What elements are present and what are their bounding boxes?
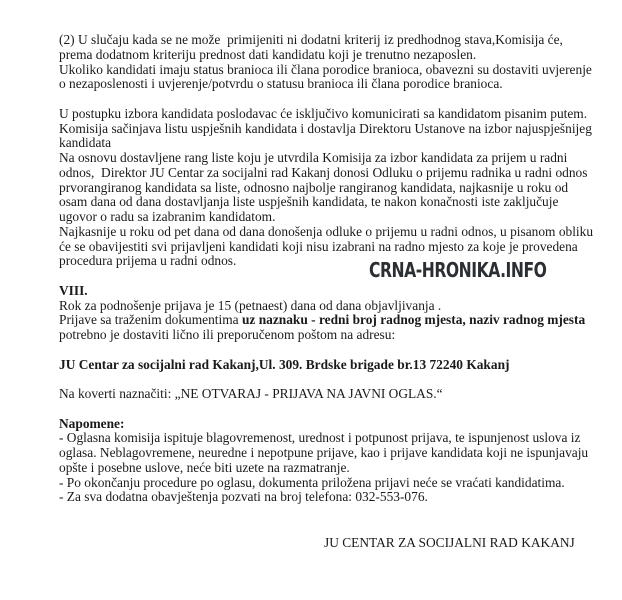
submission-text-bold: uz naznaku - redni broj radnog mjesta, naziv radnog mjesta bbox=[241, 312, 586, 328]
note-line: - Za sva dodatna obavještenja pozvati na broj telefona: 032-553-076. bbox=[59, 489, 428, 505]
section-viii bbox=[59, 284, 599, 402]
text-line: će se obavijestiti svi prijavljeni kandidati koji nisu izabrani na radno mjesto za koje je provedena bbox=[59, 238, 578, 254]
text-line: U postupku izbora kandidata poslodavac će isključivo komunicirati sa kandidatom pisanim putem. bbox=[59, 105, 588, 121]
paragraph-additional-criterion bbox=[59, 33, 599, 92]
signature: JU CENTAR ZA SOCIJALNI RAD KAKANJ bbox=[324, 535, 575, 550]
note-line: - Oglasna komisija ispituje blagovremenost, urednost i potpunost prijava, te ispunjenost uslova iz bbox=[59, 430, 581, 446]
watermark-logo: CRNA-HRONIKA.INFO bbox=[369, 258, 547, 282]
text-line: procedura prijema u radni odnos. bbox=[59, 253, 237, 269]
deadline-text: Rok za podnošenje prijava je 15 (petnaest) dana od dana objavljivanja . bbox=[59, 297, 442, 313]
envelope-note: Na koverti naznačiti: „NE OTVARAJ - PRIJAVA NA JAVNI OGLAS.“ bbox=[59, 386, 443, 401]
notes-heading: Napomene: bbox=[59, 415, 125, 431]
delivery-text: potrebno je dostaviti lično ili preporučenom poštom na adresu: bbox=[59, 327, 396, 342]
text-line: Ukoliko kandidati imaju status branioca ili člana porodice branioca, obavezni su dostaviti uvjerenje bbox=[59, 61, 592, 77]
spacer bbox=[59, 372, 599, 387]
text-line: osam dana od dana dostavljanja liste uspješnih kandidata, te nakon konačnosti iste zaključuje bbox=[59, 194, 559, 210]
notes-section bbox=[59, 417, 599, 506]
text-line: Komisija sačinjava listu uspješnih kandidata i dostavlja Direktoru Ustanove na izbor najuspješnijeg bbox=[59, 120, 592, 136]
submission-text-prefix: Prijave sa traženim dokumentima bbox=[59, 312, 242, 328]
note-line: oglasa. Neblagovremene, neuredne i nepotpune prijave, kao i prijave kandidata koji ne ispunjavaju bbox=[59, 445, 589, 460]
text-line: ugovor o radu sa izabranim kandidatom. bbox=[59, 209, 276, 224]
note-line: - Po okončanju procedure po oglasu, dokumenta priložena prijavi neće se vraćati kandidatima. bbox=[59, 474, 565, 490]
text-line: (2) U slučaju kada se ne može primijeniti ni dodatni kriterij iz predhodnog stava,Komisija će, bbox=[59, 32, 563, 47]
spacer bbox=[59, 343, 599, 358]
spacer bbox=[59, 92, 599, 107]
text-line: Najkasnije u roku od pet dana od dana donošenja odluke o prijemu u radni odnos, u pisanom obliku bbox=[59, 223, 594, 239]
submission-text bbox=[59, 313, 599, 328]
address: JU Centar za socijalni rad Kakanj,Ul. 309. Brdske brigade br.13 72240 Kakanj bbox=[59, 356, 510, 372]
text-line: o nezaposlenosti i uvjerenje/potvrdu o statusu branioca ili člana porodice branioca. bbox=[59, 76, 503, 92]
spacer bbox=[59, 402, 599, 417]
text-line: odnos, Direktor JU Centar za socijalni rad Kakanj donosi Odluku o prijemu radnika u radni odnos bbox=[59, 164, 588, 180]
text-line: prvorangiranog kandidata sa liste, odnosno najbolje rangiranog kandidata, najkasnije u roku od bbox=[59, 179, 569, 195]
text-line: kandidata bbox=[59, 135, 112, 151]
section-heading: VIII. bbox=[59, 282, 88, 298]
note-line: opšte i posebne uslove, neće biti uzete na razmatranje. bbox=[59, 459, 350, 475]
text-line: prema dodatnom kriteriju prednost dati kandidatu koji je trenutno nezaposlen. bbox=[59, 46, 477, 62]
paragraph-selection-procedure bbox=[59, 107, 599, 269]
text-line: Na osnovu dostavljene rang liste koju je utvrdila Komisija za izbor kandidata za prijem u radni bbox=[59, 150, 568, 165]
